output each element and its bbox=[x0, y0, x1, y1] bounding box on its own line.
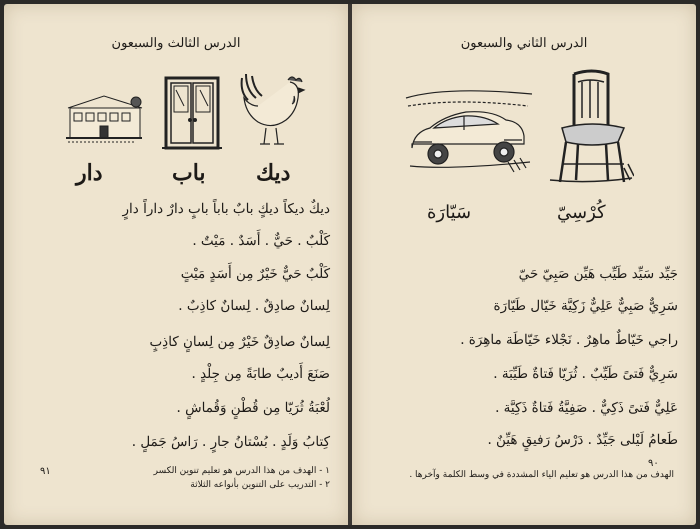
text-line: جَيِّد سَيِّد طَيِّب هَيِّن صَبِيّ حَيّ bbox=[518, 266, 678, 282]
text-line: راجي خَيّاطٌ ماهِرٌ . نَجْلاء خَيّاطَة ماهِرَة . bbox=[460, 332, 678, 348]
house-illustration-icon bbox=[64, 88, 144, 146]
lesson-72-title: الدرس الثاني والسبعون bbox=[460, 36, 588, 51]
page-number-right: ٩٠ bbox=[648, 458, 659, 469]
footer-note: ٢ - التدريب على التنوين بأنواعه الثلاثة bbox=[190, 480, 330, 490]
text-line: لِسانٌ صادِقٌ . لِسانٌ كاذِبٌ . bbox=[178, 298, 330, 314]
text-line: كَلْبٌ حَيٌّ خَيْرٌ مِن أَسَدٍ مَيْتٍ bbox=[180, 266, 330, 282]
left-page bbox=[4, 4, 348, 525]
book-spread bbox=[4, 4, 696, 525]
lesson-73-title: الدرس الثالث والسبعون bbox=[111, 36, 241, 51]
picture-word-door: باب bbox=[172, 160, 206, 186]
picture-word-chair: كُرْسِيّ bbox=[557, 202, 606, 223]
chair-illustration-icon bbox=[548, 68, 634, 184]
picture-word-car: سَيّارَة bbox=[427, 202, 472, 223]
car-illustration-icon bbox=[404, 84, 534, 174]
footer-note: الهدف من هذا الدرس هو تعليم الياء المشددة في وسط الكلمة وآخرها . bbox=[409, 470, 674, 480]
text-line: كَلْبٌ . حَيٌّ . أَسَدٌ . مَيْتٌ . bbox=[192, 233, 330, 249]
footer-note: ١ - الهدف من هذا الدرس هو تعليم تنوين الكسر bbox=[153, 466, 330, 476]
text-line: سَرِيٌّ فَتىً طَيِّبٌ . ثُرَيّا فَتاةٌ طَيِّبَة . bbox=[493, 366, 678, 382]
text-line: صَنَعَ أَديبٌ طابَةً مِن جِلْدٍ . bbox=[191, 366, 330, 382]
text-line: لِسانٌ صادِقٌ خَيْرٌ مِن لِسانٍ كاذِبٍ bbox=[149, 334, 330, 350]
text-line: طَعامُ لَيْلى جَيِّدٌ . دَرْسُ رَفيقٍ هَيِّنٌ . bbox=[487, 432, 678, 448]
text-line: عَلِيٌّ فَتىً ذَكِيٌّ . صَفِيَّةُ فَتاةٌ ذَكِيَّة . bbox=[495, 400, 678, 416]
text-line: سَرِيٌّ صَبِيٌّ عَلِيٌّ زَكِيَّة خَيّال طَيّارَة bbox=[493, 298, 678, 314]
right-page bbox=[352, 4, 696, 525]
door-illustration-icon bbox=[162, 76, 222, 152]
picture-word-rooster: ديك bbox=[256, 160, 291, 186]
page-number-left: ٩١ bbox=[40, 466, 51, 477]
text-line: كِتابُ وَلَدٍ . بُسْتانُ جارٍ . رَاسُ جَمَلٍ . bbox=[131, 434, 330, 450]
rooster-illustration-icon bbox=[236, 72, 312, 152]
text-line: ديكٌ ديكاً ديكٍ بابٌ باباً بابٍ دارٌ داراً دارٍ bbox=[122, 201, 330, 217]
picture-word-house: دار bbox=[76, 160, 103, 186]
text-line: لُعْبَةُ ثُرَيّا مِن قُطْنٍ وَقُماشٍ . bbox=[176, 400, 330, 416]
